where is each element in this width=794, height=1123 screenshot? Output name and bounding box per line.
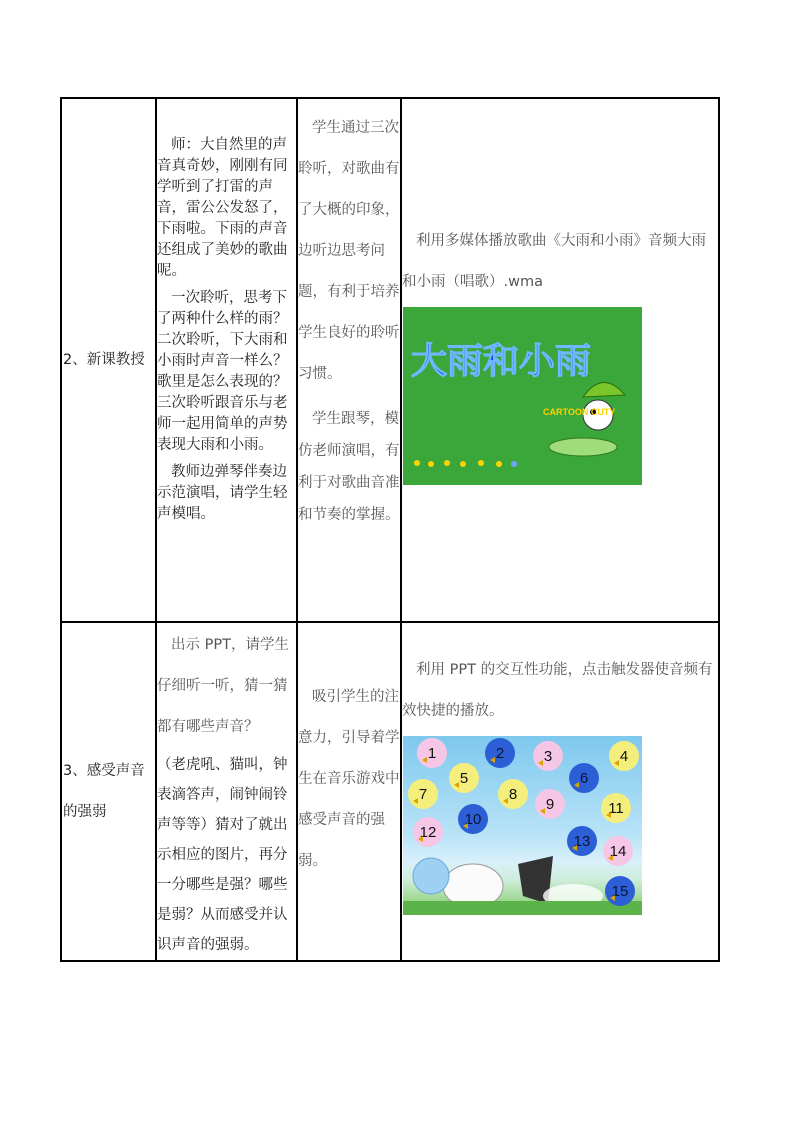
sound-ball[interactable]: 2: [485, 738, 515, 768]
teacher-activity-cell: [156, 622, 297, 961]
table-row: [61, 98, 719, 622]
student-activity-cell: [297, 98, 401, 622]
sound-ball[interactable]: 8: [498, 779, 528, 809]
sound-ball[interactable]: 15: [605, 876, 635, 906]
media-description: 利用 PPT 的交互性功能，点击触发器使音频有效快捷的播放。: [402, 662, 713, 719]
teacher-paragraph: 教师边弹琴伴奏边示范演唱，请学生轻声模唱。: [157, 464, 288, 522]
sound-ball[interactable]: 12: [413, 817, 443, 847]
teacher-paragraph: 师：大自然里的声音真奇妙，刚刚有同学听到了打雷的声音，雷公公发怒了，下雨啦。下雨的声音还组成了美妙的歌曲呢。: [157, 137, 288, 279]
song-cover-title: 大雨和小雨: [411, 341, 592, 382]
student-paragraph: 学生跟琴，模仿老师演唱，有利于对歌曲音准和节奏的掌握。: [298, 411, 400, 523]
sound-ball[interactable]: 3: [533, 741, 563, 771]
sound-ball[interactable]: 14: [603, 836, 633, 866]
sound-game-image: [403, 736, 642, 915]
sound-ball[interactable]: 10: [458, 804, 488, 834]
cartoon-logo: CARTOON CUTY: [543, 407, 616, 417]
media-description: 利用多媒体播放歌曲《大雨和小雨》音频大雨和小雨（唱歌）.wma: [402, 233, 706, 290]
sound-ball[interactable]: 13: [567, 826, 597, 856]
table-row: [61, 622, 719, 961]
media-cell: [401, 622, 719, 961]
song-cover-art: [403, 307, 642, 485]
sound-ball[interactable]: 1: [417, 738, 447, 768]
sound-ball[interactable]: 5: [449, 763, 479, 793]
section-label: 2、新课教授: [63, 351, 145, 368]
lesson-plan-table: [60, 97, 720, 962]
section-cell: [61, 622, 156, 961]
sound-ball[interactable]: 9: [535, 789, 565, 819]
section-cell: [61, 98, 156, 622]
sound-ball[interactable]: 6: [569, 763, 599, 793]
song-cover-image: [403, 307, 642, 485]
teacher-activity-cell: [156, 98, 297, 622]
teacher-paragraph: （老虎吼、猫叫，钟表滴答声，闹钟闹铃声等等）猜对了就出示相应的图片，再分一分哪些是强？哪些是弱？从而感受并认识声音的强弱。: [157, 757, 288, 953]
teacher-paragraph: 一次聆听，思考下了两种什么样的雨？二次聆听，下大雨和小雨时声音一样么？歌里是怎么表现的？三次聆听跟音乐与老师一起用简单的声势表现大雨和小雨。: [157, 290, 288, 453]
sound-ball[interactable]: 7: [408, 779, 438, 809]
student-activity-cell: [297, 622, 401, 961]
media-cell: [401, 98, 719, 622]
student-paragraph: 学生通过三次聆听，对歌曲有了大概的印象，边听边思考问题，有利于培养学生良好的聆听习惯。: [298, 120, 400, 382]
teacher-paragraph: 出示 PPT，请学生仔细听一听，猜一猜都有哪些声音？: [157, 637, 289, 735]
sound-ball[interactable]: 11: [601, 793, 631, 823]
sound-ball[interactable]: 4: [609, 741, 639, 771]
student-paragraph: 吸引学生的注意力，引导着学生在音乐游戏中感受声音的强弱。: [298, 689, 400, 869]
section-label: 3、感受声音的强弱: [63, 762, 145, 820]
